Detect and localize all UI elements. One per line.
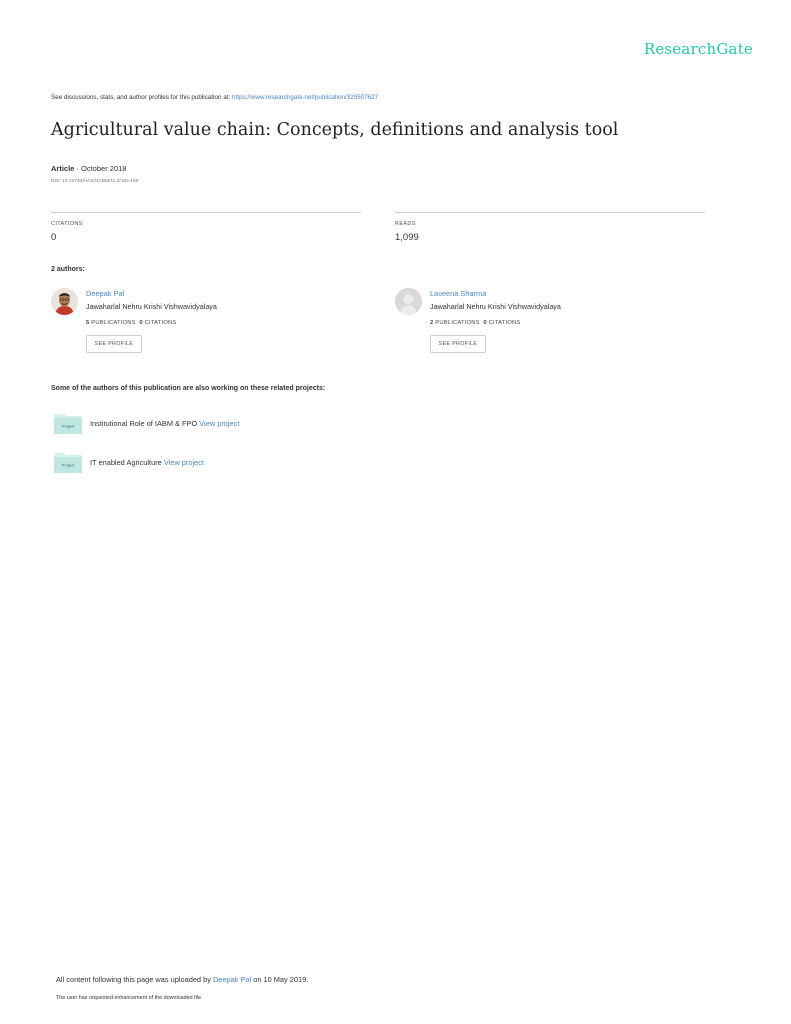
folder-icon	[54, 451, 82, 473]
article-date: · October 2018	[74, 164, 127, 173]
uploader-link[interactable]: Deepak Pal	[212, 975, 252, 984]
divider-reads	[395, 212, 705, 213]
reads-label: READS	[395, 221, 416, 227]
authors-heading: 2 authors:	[51, 266, 85, 273]
citations-value: 0	[51, 232, 57, 243]
project-item	[90, 419, 239, 428]
see-profile-button[interactable]: SEE PROFILE	[86, 335, 142, 353]
publication-url-link[interactable]: https://www.researchgate.net/publication/329507627	[231, 94, 379, 101]
author-name-laveena-sharma[interactable]: Laveena Sharma	[430, 289, 487, 298]
citations-count: 0	[483, 320, 487, 326]
publications-count: 2	[430, 320, 434, 326]
article-meta	[51, 164, 126, 173]
see-profile-button[interactable]: SEE PROFILE	[430, 335, 486, 353]
publications-label: PUBLICATIONS	[89, 320, 136, 326]
project-name: Institutional Role of IABM & FPO	[90, 419, 200, 428]
citations-label: CITATIONS	[486, 320, 521, 326]
article-type: Article	[51, 164, 75, 173]
author-institution: Jawaharlal Nehru Krishi Vishwavidyalaya	[430, 302, 561, 311]
view-project-link[interactable]: View project	[199, 419, 240, 428]
author-institution: Jawaharlal Nehru Krishi Vishwavidyalaya	[86, 302, 217, 311]
publications-label: PUBLICATIONS	[433, 320, 480, 326]
project-item	[90, 458, 204, 467]
reads-value: 1,099	[395, 232, 419, 243]
author-stats	[430, 320, 520, 326]
folder-label: Project	[61, 462, 75, 468]
upload-prefix: All content following this page was uploaded by	[56, 975, 213, 984]
project-name: IT enabled Agriculture	[90, 458, 164, 467]
view-project-link[interactable]: View project	[163, 458, 204, 467]
folder-icon	[54, 412, 82, 434]
discussion-line	[51, 94, 378, 101]
discussion-label: See discussions, stats, and author profiles for this publication at:	[51, 94, 232, 101]
enhancement-note: The user has requested enhancement of the downloaded file.	[56, 995, 203, 1001]
citations-count: 0	[139, 320, 143, 326]
doi-text: DOI: 10.15740/HAS/IJCBM/11.2/184-190	[51, 179, 139, 184]
divider-citations	[51, 212, 361, 213]
author-avatar-photo[interactable]	[51, 288, 78, 315]
citations-label: CITATIONS	[51, 221, 83, 227]
author-name-deepak-pal[interactable]: Deepak Pal	[86, 289, 125, 298]
page-title: Agricultural value chain: Concepts, definitions and analysis tool	[51, 120, 619, 140]
folder-label: Project	[61, 423, 75, 429]
researchgate-logo[interactable]: ResearchGate	[643, 40, 753, 58]
upload-suffix: on 10 May 2019.	[251, 975, 309, 984]
default-avatar-icon	[395, 288, 422, 315]
person-photo-icon	[51, 288, 78, 315]
projects-heading: Some of the authors of this publication are also working on these related projects:	[51, 385, 326, 392]
upload-note	[56, 975, 308, 984]
publications-count: 5	[86, 320, 90, 326]
author-stats	[86, 320, 176, 326]
author-avatar-default[interactable]	[395, 288, 422, 315]
citations-label: CITATIONS	[142, 320, 177, 326]
